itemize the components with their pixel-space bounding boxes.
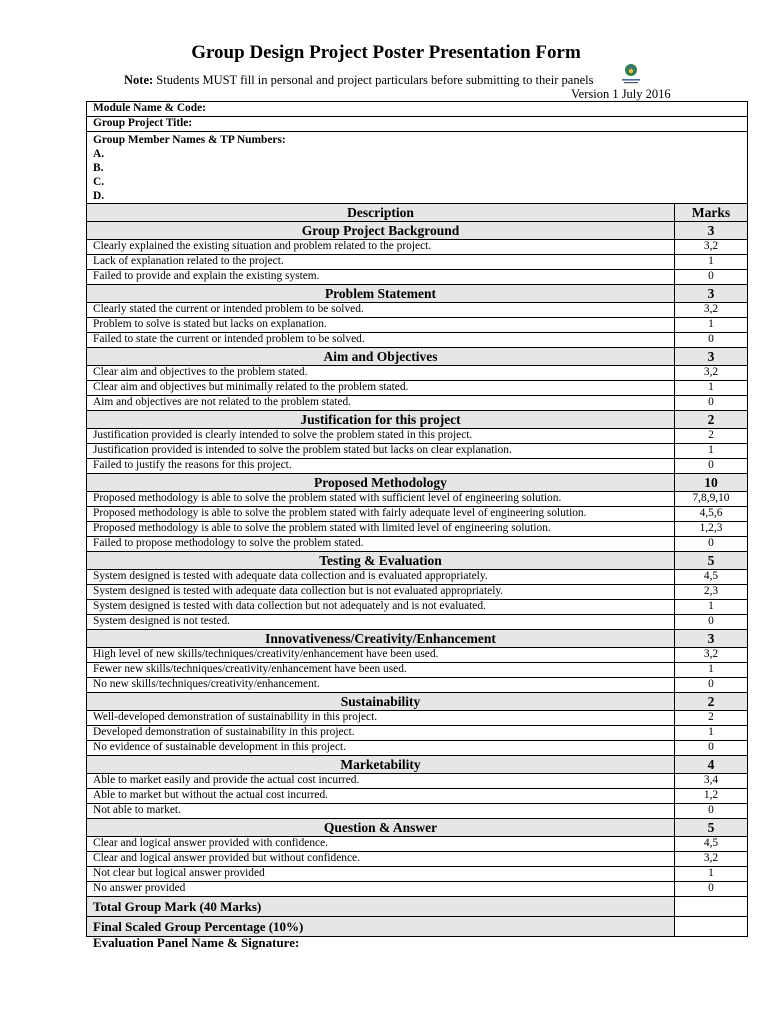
criterion-text: Proposed methodology is able to solve the problem stated with sufficient level of engineering solution. [87,492,675,507]
section-header-row [87,630,748,648]
criterion-row [87,600,748,615]
criterion-mark: 0 [675,396,748,411]
criterion-row [87,615,748,630]
criterion-mark: 3,2 [675,648,748,663]
section-header-row [87,693,748,711]
criterion-mark: 3,2 [675,366,748,381]
criterion-row [87,804,748,819]
version-label: Version 1 July 2016 [571,87,671,101]
criterion-mark: 0 [675,459,748,474]
total-mark-input[interactable] [675,897,748,917]
criterion-text: Failed to justify the reasons for this project. [87,459,675,474]
criterion-text: No evidence of sustainable development in this project. [87,741,675,756]
criterion-row [87,585,748,600]
section-title: Innovativeness/Creativity/Enhancement [87,630,675,648]
section-title: Justification for this project [87,411,675,429]
section-header-row [87,411,748,429]
criterion-row [87,867,748,882]
criterion-mark: 0 [675,537,748,552]
note-text: Students MUST fill in personal and project particulars before submitting to their panels [153,73,594,87]
criterion-text: No new skills/techniques/creativity/enhancement. [87,678,675,693]
criterion-text: Able to market but without the actual cost incurred. [87,789,675,804]
criterion-row [87,852,748,867]
criterion-text: Failed to provide and explain the existing system. [87,270,675,285]
criterion-text: Failed to propose methodology to solve the problem stated. [87,537,675,552]
criterion-row [87,663,748,678]
project-title-field[interactable]: Group Project Title: [87,117,748,132]
criterion-row [87,741,748,756]
criterion-text: Lack of explanation related to the project. [87,255,675,270]
criterion-text: System designed is tested with data collection but not adequately and is not evaluated. [87,600,675,615]
criterion-row [87,396,748,411]
section-title: Proposed Methodology [87,474,675,492]
criterion-text: Aim and objectives are not related to the problem stated. [87,396,675,411]
project-title-row [87,117,748,132]
marks-header: Marks [675,204,748,222]
criterion-row [87,429,748,444]
member-a: A. [93,148,105,160]
section-title: Question & Answer [87,819,675,837]
criterion-row [87,381,748,396]
module-row [87,102,748,117]
criterion-text: Not able to market. [87,804,675,819]
section-marks: 3 [675,348,748,366]
criterion-mark: 0 [675,270,748,285]
criterion-row [87,537,748,552]
section-marks: 3 [675,630,748,648]
criterion-row [87,726,748,741]
form-body [87,102,748,937]
section-title: Marketability [87,756,675,774]
section-header-row [87,348,748,366]
criterion-text: No answer provided [87,882,675,897]
criterion-mark: 1 [675,318,748,333]
criterion-row [87,333,748,348]
section-title: Aim and Objectives [87,348,675,366]
section-title: Testing & Evaluation [87,552,675,570]
criterion-mark: 4,5,6 [675,507,748,522]
note [124,73,593,88]
criterion-mark: 3,2 [675,852,748,867]
criterion-mark: 3,4 [675,774,748,789]
criterion-mark: 0 [675,804,748,819]
criterion-row [87,789,748,804]
section-marks: 3 [675,285,748,303]
criterion-row [87,303,748,318]
total-mark-row [87,897,748,917]
criterion-mark: 0 [675,882,748,897]
criterion-text: Problem to solve is stated but lacks on explanation. [87,318,675,333]
criterion-text: Clearly stated the current or intended problem to be solved. [87,303,675,318]
criterion-mark: 2,3 [675,585,748,600]
member-d: D. [93,190,105,202]
criterion-text: High level of new skills/techniques/creativity/enhancement have been used. [87,648,675,663]
criterion-row [87,570,748,585]
section-header-row [87,222,748,240]
section-title: Problem Statement [87,285,675,303]
criterion-row [87,240,748,255]
criterion-text: Justification provided is clearly intended to solve the problem stated in this project. [87,429,675,444]
criterion-mark: 3,2 [675,240,748,255]
criterion-mark: 1 [675,381,748,396]
section-header-row [87,756,748,774]
scaled-percentage-label: Final Scaled Group Percentage (10%) [87,917,675,937]
criterion-text: Clear and logical answer provided but without confidence. [87,852,675,867]
section-marks: 2 [675,411,748,429]
criterion-mark: 1 [675,726,748,741]
criterion-row [87,255,748,270]
section-header-row [87,474,748,492]
criterion-mark: 0 [675,678,748,693]
section-marks: 4 [675,756,748,774]
criterion-mark: 4,5 [675,837,748,852]
evaluation-form-table [86,101,748,937]
criterion-text: Clear and logical answer provided with confidence. [87,837,675,852]
criterion-row [87,711,748,726]
institution-logo-icon [618,62,644,86]
criterion-text: Developed demonstration of sustainability in this project. [87,726,675,741]
criterion-row [87,492,748,507]
criterion-row [87,507,748,522]
criterion-mark: 1,2,3 [675,522,748,537]
module-field[interactable]: Module Name & Code: [87,102,748,117]
scaled-percentage-row [87,917,748,937]
criterion-mark: 1 [675,663,748,678]
criterion-mark: 1 [675,600,748,615]
section-marks: 5 [675,552,748,570]
section-marks: 10 [675,474,748,492]
criterion-mark: 1 [675,444,748,459]
criterion-row [87,522,748,537]
criterion-mark: 1 [675,255,748,270]
criterion-mark: 7,8,9,10 [675,492,748,507]
criterion-text: Clear aim and objectives but minimally related to the problem stated. [87,381,675,396]
criterion-mark: 2 [675,429,748,444]
criterion-mark: 0 [675,333,748,348]
criterion-row [87,270,748,285]
criterion-mark: 1,2 [675,789,748,804]
members-row [87,132,748,204]
section-header-row [87,819,748,837]
criterion-row [87,882,748,897]
criterion-text: Failed to state the current or intended problem to be solved. [87,333,675,348]
signature-label: Evaluation Panel Name & Signature: [93,935,300,950]
criterion-text: System designed is not tested. [87,615,675,630]
member-b: B. [93,162,104,174]
criterion-row [87,318,748,333]
scaled-percentage-input[interactable] [675,917,748,937]
criterion-mark: 0 [675,741,748,756]
criterion-mark: 3,2 [675,303,748,318]
criterion-row [87,648,748,663]
total-mark-label: Total Group Mark (40 Marks) [87,897,675,917]
form-title: Group Design Project Poster Presentation Form [191,42,581,63]
criterion-mark: 2 [675,711,748,726]
section-marks: 2 [675,693,748,711]
criterion-row [87,366,748,381]
criterion-row [87,444,748,459]
criterion-text: Able to market easily and provide the actual cost incurred. [87,774,675,789]
section-marks: 3 [675,222,748,240]
section-header-row [87,285,748,303]
criterion-text: Clearly explained the existing situation and problem related to the project. [87,240,675,255]
section-title: Group Project Background [87,222,675,240]
criterion-text: Proposed methodology is able to solve the problem stated with fairly adequate level of engineering solution. [87,507,675,522]
member-c: C. [93,176,105,188]
column-header-row [87,204,748,222]
criterion-mark: 4,5 [675,570,748,585]
criterion-mark: 1 [675,867,748,882]
note-label: Note: [124,73,154,87]
criterion-row [87,678,748,693]
criterion-text: System designed is tested with adequate data collection and is evaluated appropriately. [87,570,675,585]
criterion-text: Not clear but logical answer provided [87,867,675,882]
criterion-text: Clear aim and objectives to the problem stated. [87,366,675,381]
criterion-row [87,837,748,852]
section-title: Sustainability [87,693,675,711]
members-label: Group Member Names & TP Numbers: [93,134,286,146]
section-marks: 5 [675,819,748,837]
criterion-row [87,459,748,474]
criterion-text: Proposed methodology is able to solve the problem stated with limited level of engineering solution. [87,522,675,537]
criterion-text: Justification provided is intended to solve the problem stated but lacks on clear explanation. [87,444,675,459]
criterion-text: System designed is tested with adequate data collection but is not evaluated appropriately. [87,585,675,600]
criterion-text: Fewer new skills/techniques/creativity/enhancement have been used. [87,663,675,678]
criterion-mark: 0 [675,615,748,630]
description-header: Description [87,204,675,222]
criterion-row [87,774,748,789]
section-header-row [87,552,748,570]
members-field[interactable] [87,132,748,204]
criterion-text: Well-developed demonstration of sustainability in this project. [87,711,675,726]
